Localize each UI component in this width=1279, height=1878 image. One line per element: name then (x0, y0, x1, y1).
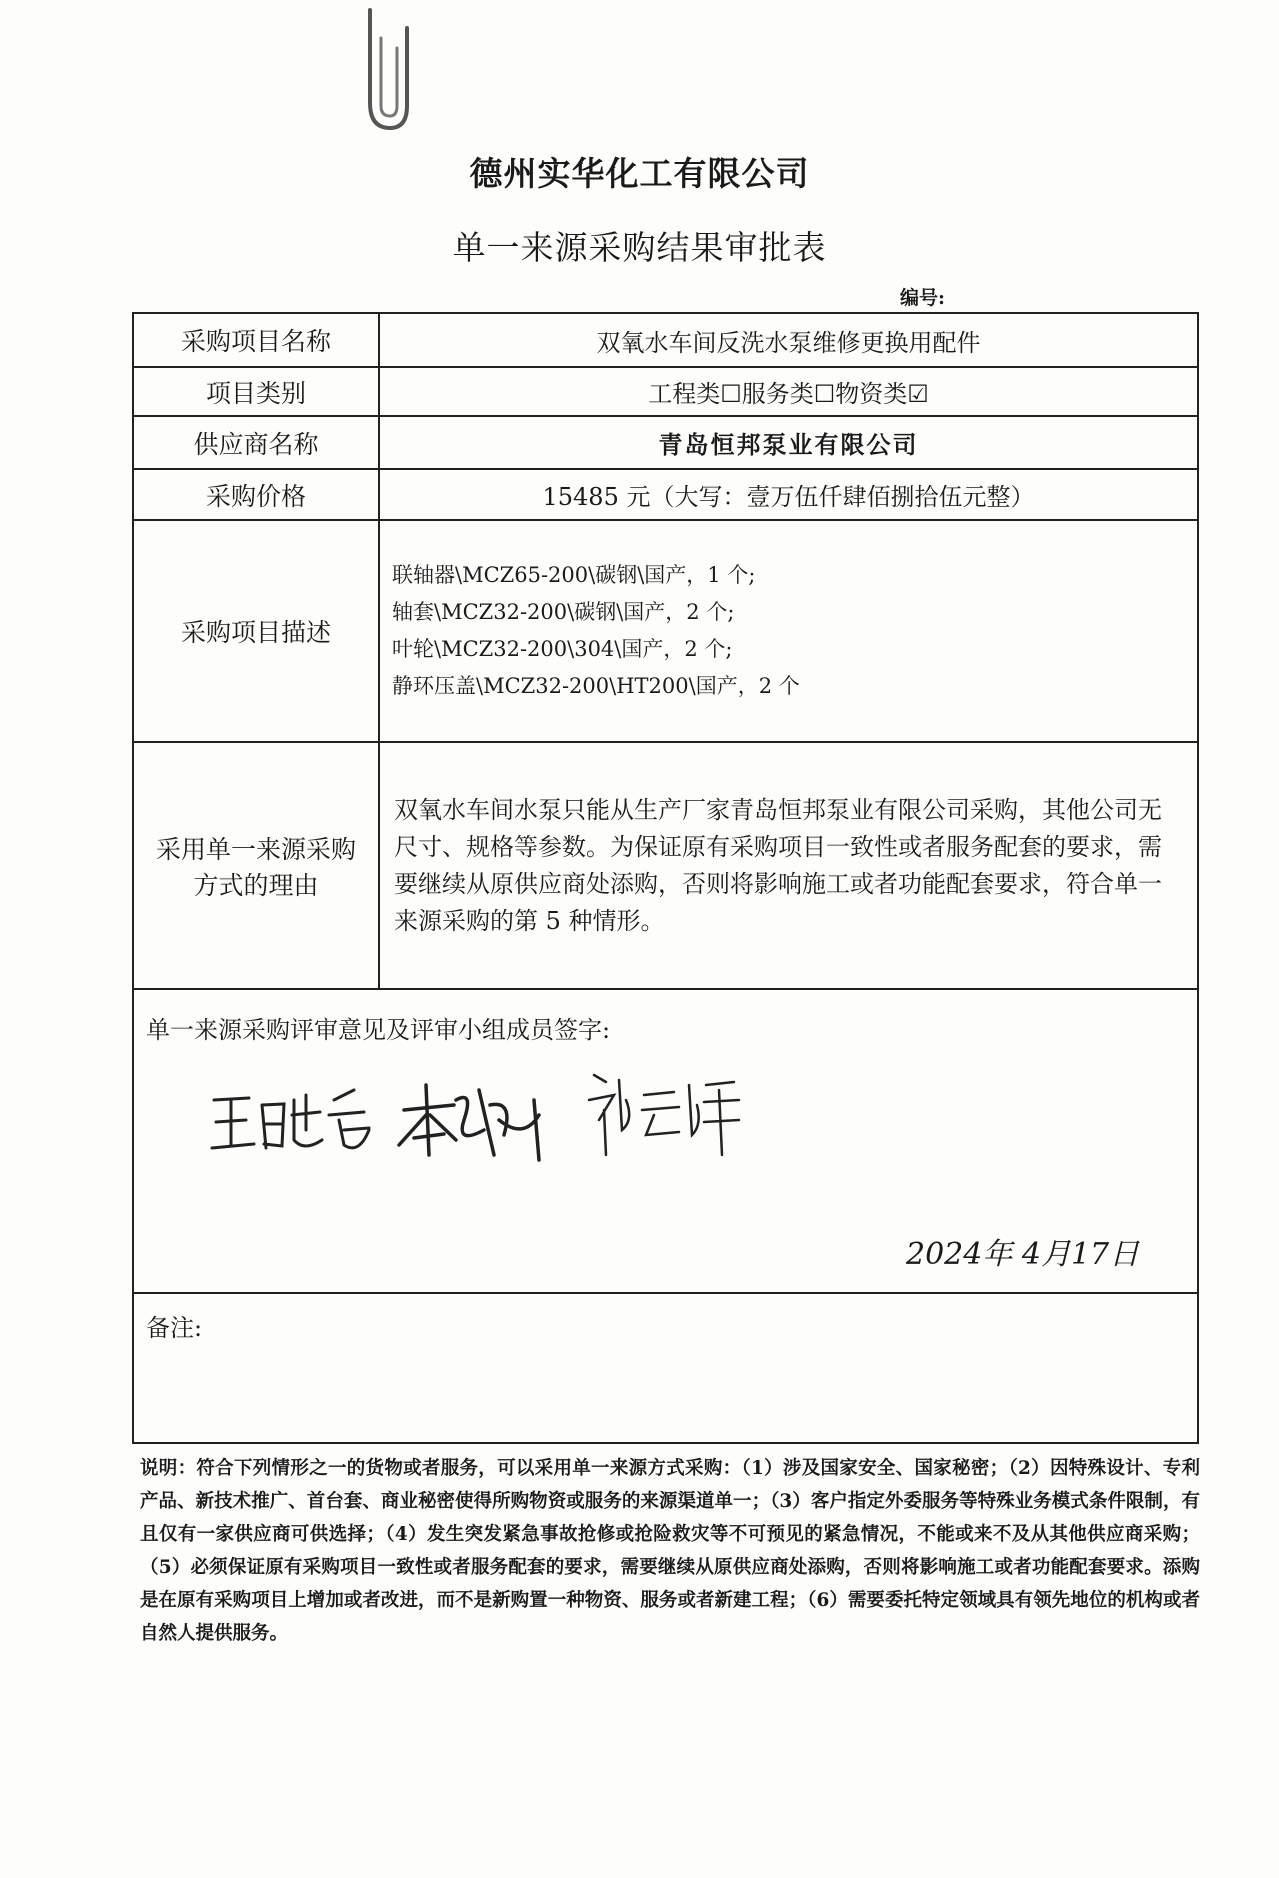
remarks-label: 备注: (146, 1314, 203, 1342)
reason-label (133, 742, 379, 989)
row-remarks (133, 1293, 1198, 1443)
row-project-name (133, 313, 1198, 367)
date-text: 2024年 4月17日 (906, 1237, 1140, 1272)
handwritten-signatures (194, 1060, 754, 1170)
serial-number-label: 编号: (900, 287, 946, 309)
row-price (133, 469, 1198, 520)
price-label: 采购价格 (133, 469, 379, 520)
explanatory-note (140, 1452, 1200, 1650)
row-description (133, 520, 1198, 742)
description-list (379, 520, 1198, 742)
review-label: 单一来源采购评审意见及评审小组成员签字: (146, 1016, 611, 1044)
description-item: 静环压盖\MCZ32-200\HT200\国产，2 个 (392, 674, 800, 698)
description-item: 叶轮\MCZ32-200\304\国产，2 个; (392, 637, 733, 661)
handwritten-date (906, 1222, 1206, 1282)
paper-clip-icon (345, 8, 415, 148)
description-item: 轴套\MCZ32-200\碳钢\国产，2 个; (392, 600, 735, 624)
row-reason (133, 742, 1198, 989)
form-title: 单一来源采购结果审批表 (452, 228, 827, 267)
supplier-label: 供应商名称 (133, 416, 379, 469)
project-name-label: 采购项目名称 (133, 313, 379, 367)
reason-text: 双氧水车间水泵只能从生产厂家青岛恒邦泵业有限公司采购，其他公司无尺寸、规格等参数。为保证原有采购项目一致性或者服务配套的要求，需要继续从原供应商处添购，否则将影响施工或者功能配套要求，符合单一来源采购的第 5 种情形。 (379, 742, 1198, 989)
approval-table (132, 312, 1199, 1444)
note-text: 说明：符合下列情形之一的货物或者服务，可以采用单一来源方式采购：（1）涉及国家安全、国家秘密；（2）因特殊设计、专利产品、新技术推广、首台套、商业秘密使得所购物资或服务的来源渠道单一；（3）客户指定外委服务等特殊业务模式条件限制，有且仅有一家供应商可供选择；（4）发生突发紧急事故抢修或抢险救灾等不可预见的紧急情况，不能或来不及从其他供应商采购；（5）必须保证原有采购项目一致性或者服务配套的要求，需要继续从原供应商处添购，否则将影响施工或者功能配套要求。添购是在原有采购项目上增加或者改进，而不是新购置一种物资、服务或者新建工程；（6）需要委托特定领域具有领先地位的机构或者自然人提供服务。 (140, 1458, 1200, 1644)
category-label: 项目类别 (133, 367, 379, 416)
review-cell (133, 989, 1198, 1293)
reason-label-line2: 方式的理由 (193, 870, 319, 900)
row-supplier (133, 416, 1198, 469)
supplier-value: 青岛恒邦泵业有限公司 (379, 416, 1198, 469)
description-label: 采购项目描述 (133, 520, 379, 742)
reason-label-line1: 采用单一来源采购 (155, 834, 356, 864)
remarks-cell (133, 1293, 1198, 1443)
description-item: 联轴器\MCZ65-200\碳钢\国产，1 个; (392, 563, 756, 587)
category-value: 工程类☐服务类☐物资类☑ (379, 367, 1198, 416)
price-value: 15485 元（大写：壹万伍仟肆佰捌拾伍元整） (379, 469, 1198, 520)
company-name: 德州实华化工有限公司 (469, 154, 810, 193)
row-review (133, 989, 1198, 1293)
row-category (133, 367, 1198, 416)
project-name-value: 双氧水车间反洗水泵维修更换用配件 (379, 313, 1198, 367)
